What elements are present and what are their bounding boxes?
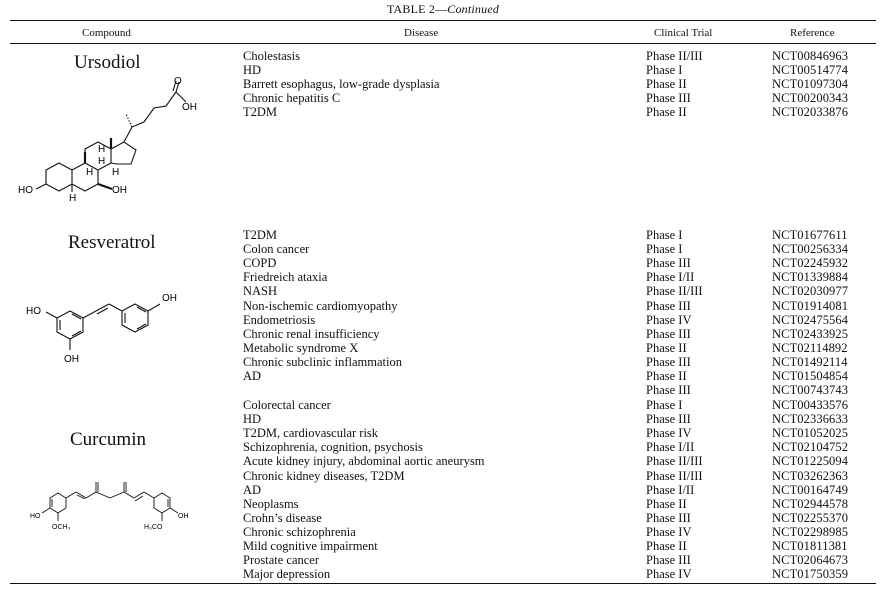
caption-label: TABLE 2— [386,2,448,16]
curcumin-label-h3co: H₃CO [144,524,163,531]
disease-cell: Prostate cancer [243,553,320,568]
reference-cell: NCT01750359 [772,567,849,582]
reference-cell: NCT00433576 [772,398,849,412]
reference-cell: NCT00743743 [772,383,849,398]
reference-cell: NCT02944578 [772,496,849,511]
reference-cell: NCT02475564 [772,312,849,327]
reference-cell: NCT03262363 [772,468,849,483]
bottom-rule [10,583,876,584]
reference-cell: NCT01339884 [772,270,849,285]
reference-cell: NCT01914081 [772,298,849,313]
reference-cell: NCT02255370 [772,510,849,525]
clinical-trial-cell: Phase II/III [646,468,703,483]
disease-cell: Crohn’s disease [243,510,322,525]
ursodiol-label-h4: H [112,167,120,178]
disease-cell: Barrett esophagus, low-grade dysplasia [243,77,440,92]
clinical-trial-cell: Phase IV [646,312,692,327]
clinical-trial-cell: Phase II/III [646,284,703,299]
ursodiol-label-oh-acid: OH [182,102,197,113]
clinical-trial-cell: Phase III [646,412,691,427]
curcumin-label-ho: HO [30,513,41,520]
clinical-trial-cell: Phase I [646,228,683,242]
reference-cell: NCT02298985 [772,524,849,539]
clinical-trial-cell: Phase III [646,91,691,106]
disease-cell: HD [243,63,262,78]
table-caption [0,2,886,17]
resveratrol-label-oh-bottom: OH [64,354,79,365]
clinical-trial-cell: Phase III [646,298,691,313]
compound-name-ursodiol: Ursodiol [74,52,141,73]
clinical-trial-cell: Phase II/III [646,454,703,469]
disease-cell: NASH [243,284,278,299]
clinical-trial-cell: Phase II [646,77,687,92]
disease-cell: Major depression [243,567,331,582]
ursodiol-label-h5: H [69,193,77,202]
clinical-trial-cell: Phase II [646,105,687,120]
clinical-trial-cell: Phase I [646,242,683,257]
ursodiol-label-ho: HO [18,185,33,196]
disease-cell: COPD [243,256,277,271]
curcumin-label-oh: OH [178,513,189,520]
caption-continued: Continued [447,2,500,16]
compound-name-curcumin: Curcumin [70,429,146,450]
resveratrol-structure [20,270,200,375]
reference-cell: NCT02104752 [772,440,849,455]
reference-cell: NCT02030977 [772,284,849,299]
disease-cell: Metabolic syndrome X [243,340,359,355]
reference-cell: NCT02245932 [772,256,849,271]
ursodiol-label-o: O [174,76,182,87]
reference-cell: NCT02336633 [772,412,849,427]
ursodiol-label-h3: H [86,167,94,178]
header-clinical-trial: Clinical Trial [654,27,713,39]
reference-cell: NCT01225094 [772,454,849,469]
curcumin-structure [30,468,200,538]
reference-cell: NCT01811381 [772,539,848,553]
clinical-trial-cell: Phase II/III [646,49,703,63]
disease-cell: AD [243,482,262,497]
disease-cell: Cholestasis [243,49,300,63]
clinical-trial-cell: Phase III [646,354,691,369]
header-compound: Compound [82,27,131,39]
reference-cell: NCT02064673 [772,553,849,568]
ursodiol-structure [14,72,214,202]
reference-cell: NCT01504854 [772,369,849,383]
reference-cell: NCT02033876 [772,105,849,120]
ursodiol-label-h1: H [98,144,106,155]
ursodiol-label-oh: OH [112,185,127,196]
disease-cell: Colorectal cancer [243,398,331,412]
reference-cell: NCT02433925 [772,326,849,341]
compound-name-resveratrol: Resveratrol [68,232,156,253]
disease-cell: Mild cognitive impairment [243,539,378,553]
clinical-trial-cell: Phase IV [646,567,692,582]
disease-cell: Chronic subclinic inflammation [243,354,402,369]
reference-cell: NCT01677611 [772,228,848,242]
disease-cell: Non-ischemic cardiomyopathy [243,298,398,313]
clinical-trial-cell: Phase III [646,383,691,398]
disease-cell: Chronic renal insufficiency [243,326,380,341]
disease-cell: T2DM [243,105,278,120]
disease-cell: Neoplasms [243,496,299,511]
reference-cell: NCT01052025 [772,426,849,441]
resveratrol-label-ho: HO [26,306,41,317]
reference-cell: NCT00514774 [772,63,849,78]
reference-cell: NCT02114892 [772,340,848,355]
clinical-trial-cell: Phase II [646,539,687,553]
clinical-trial-cell: Phase II [646,496,687,511]
reference-cell: NCT00256334 [772,242,849,257]
header-rule [10,43,876,44]
resveratrol-label-oh-top: OH [162,293,177,304]
disease-cell: T2DM, cardiovascular risk [243,426,379,441]
clinical-trial-cell: Phase III [646,510,691,525]
disease-cell: Colon cancer [243,242,310,257]
clinical-trial-cell: Phase I [646,398,683,412]
clinical-trial-cell: Phase II [646,340,687,355]
reference-cell: NCT01492114 [772,354,848,369]
clinical-trial-cell: Phase III [646,256,691,271]
clinical-trial-cell: Phase III [646,553,691,568]
disease-cell: Endometriosis [243,312,316,327]
reference-cell: NCT00164749 [772,482,849,497]
disease-cell: T2DM [243,228,278,242]
ursodiol-label-h2: H [98,156,106,167]
clinical-trial-cell: Phase IV [646,524,692,539]
clinical-trial-cell: Phase III [646,326,691,341]
reference-cell: NCT00846963 [772,49,849,63]
clinical-trial-cell: Phase IV [646,426,692,441]
clinical-trial-cell: Phase I/II [646,440,695,455]
clinical-trial-cell: Phase I/II [646,482,695,497]
header-disease: Disease [404,27,439,39]
disease-cell: Chronic hepatitis C [243,91,341,106]
header-reference: Reference [790,27,835,39]
disease-cell: Friedreich ataxia [243,270,328,285]
clinical-trial-cell: Phase II [646,369,687,383]
top-rule [10,20,876,21]
reference-cell: NCT00200343 [772,91,849,106]
curcumin-label-och3: OCH₃ [52,524,71,531]
disease-cell: Chronic schizophrenia [243,524,356,539]
disease-cell: Schizophrenia, cognition, psychosis [243,440,423,455]
disease-cell: HD [243,412,262,427]
disease-cell: AD [243,369,262,383]
disease-cell: Acute kidney injury, abdominal aortic aneurysm [243,454,485,469]
disease-cell: Chronic kidney diseases, T2DM [243,468,405,483]
reference-cell: NCT01097304 [772,77,849,92]
clinical-trial-cell: Phase I [646,63,683,78]
clinical-trial-cell: Phase I/II [646,270,695,285]
